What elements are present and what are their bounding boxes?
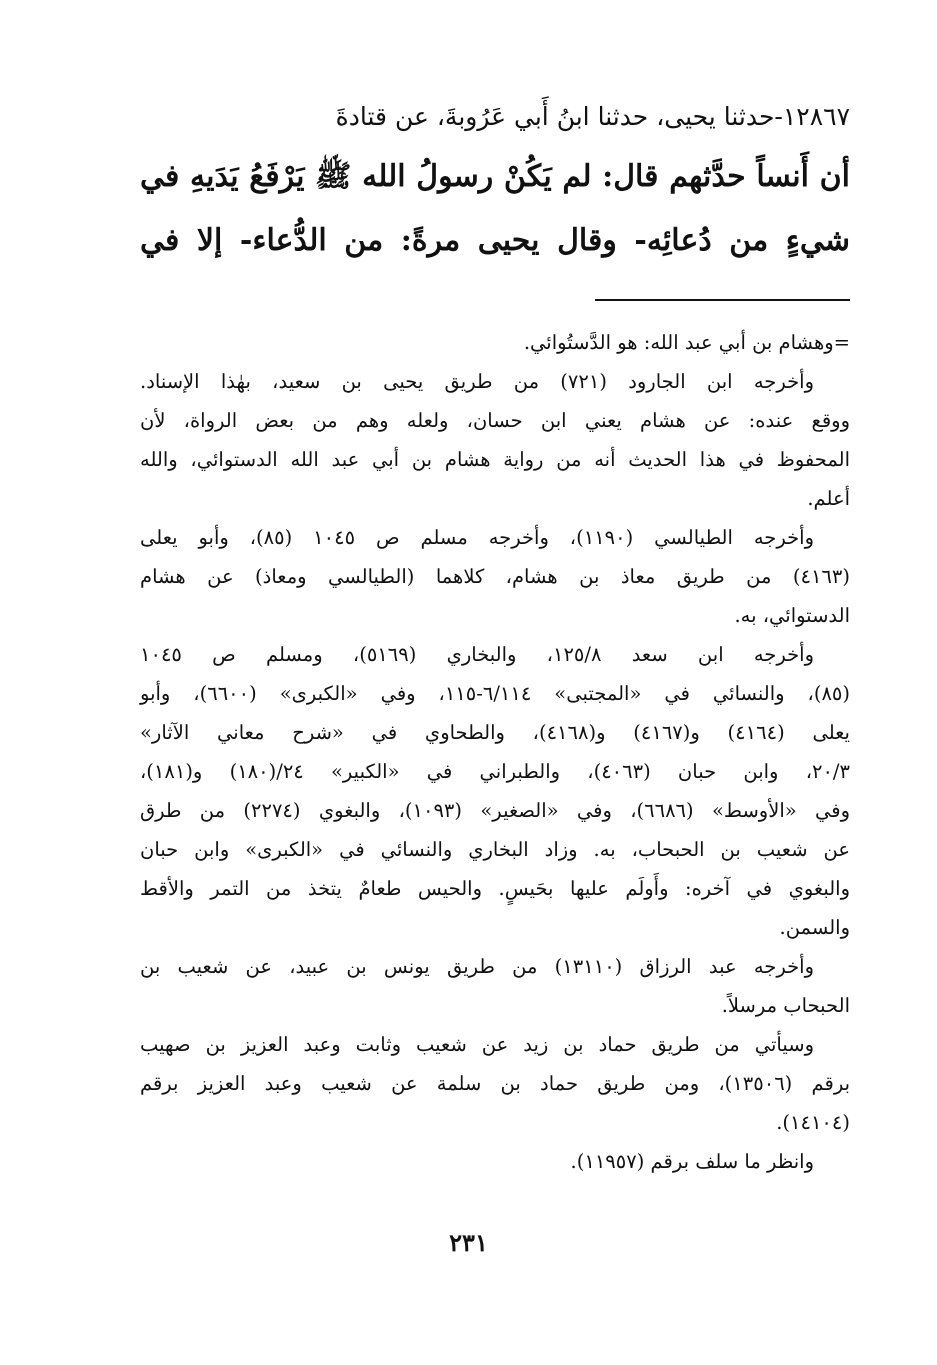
footnote-line: (٨٥)، والنسائي في «المجتبى» ٦/١١٤-١١٥، وفي «الكبرى» (٦٦٠٠)، وأبو [140, 682, 851, 705]
footnotes [140, 323, 850, 1181]
footnote-line: وأخرجه الطيالسي (١١٩٠)، وأخرجه مسلم ص ١٠٤٥ (٨٥)، وأبو يعلى [140, 526, 815, 549]
footnote-line: والسمن. [779, 916, 850, 939]
footnote-paragraph [140, 1142, 850, 1181]
footnote-paragraph [140, 947, 850, 1025]
footnote-line: وفي «الأوسط» (٦٦٨٦)، وفي «الصغير» (١٠٩٣)، والبغوي (٢٢٧٤) من طرق [140, 799, 850, 822]
footnote-paragraph [140, 518, 850, 635]
footnote-paragraph [140, 635, 850, 947]
footnote-line: وسيأتي من طريق حماد بن زيد عن شعيب وثابت وعبد العزيز بن صهيب [140, 1033, 814, 1056]
footnote-line: المحفوظ في هذا الحديث أنه من رواية هشام بن أبي عبد الله الدستوائي، والله [140, 448, 850, 471]
footnote-line: (١٤١٠٤). [776, 1111, 850, 1134]
footnote-line: عن شعيب بن الحبحاب، به. وزاد البخاري والنسائي في «الكبرى» وابن حبان [140, 838, 850, 861]
page-body [140, 95, 850, 1181]
hadith-line: أن أَنساً حدَّثهم قال: لم يَكُنْ رسولُ الله ﷺ يَرْفَعُ يَدَيهِ في [140, 159, 850, 194]
footnote-line: أعلم. [807, 487, 850, 510]
footnote-paragraph [140, 323, 850, 362]
footnote-line: الحبحاب مرسلاً. [721, 994, 850, 1017]
footnote-divider [595, 299, 850, 301]
footnote-line: =وهشام بن أبي عبد الله: هو الدَّستُوائي. [523, 331, 850, 354]
footnote-paragraph [140, 1025, 850, 1142]
footnote-line: وأخرجه ابن الجارود (٧٢١) من طريق يحيى بن سعيد، بهٰذا الإسناد. [140, 370, 814, 393]
footnote-line: برقم (١٣٥٠٦)، ومن طريق حماد بن سلمة عن شعيب وعبد العزيز برقم [140, 1072, 850, 1095]
hadith-text [140, 145, 850, 273]
footnote-line: والبغوي في آخره: وأَولَم عليها بحَيسٍ. والحيس طعامٌ يتخذ من التمر والأقط [140, 877, 850, 900]
footnote-line: الدستوائي، به. [734, 604, 850, 627]
hadith-line: شيءٍ من دُعائِه- وقال يحيى مرةً: من الدُّعاء- إلا في [140, 223, 850, 258]
footnote-line: (٤١٦٣) من طريق معاذ بن هشام، كلاهما (الطيالسي ومعاذ) عن هشام [140, 565, 850, 588]
footnote-line: وأخرجه عبد الرزاق (١٣١١٠) من طريق يونس بن عبيد، عن شعيب بن [140, 955, 814, 978]
footnote-line: وأخرجه ابن سعد ١٢٥/٨، والبخاري (٥١٦٩)، ومسلم ص ١٠٤٥ [140, 643, 815, 666]
hadith-header: ١٢٨٦٧-حدثنا يحيى، حدثنا ابنُ أَبي عَرُوبةَ، عن قتادةَ [335, 102, 850, 131]
footnote-line: ووقع عنده: عن هشام يعني ابن حسان، ولعله وهم من بعض الرواة، لأن [140, 409, 850, 432]
footnote-paragraph [140, 362, 850, 518]
footnote-line: وانظر ما سلف برقم (١١٩٥٧). [570, 1150, 814, 1173]
page-number: ٢٣١ [449, 1228, 488, 1257]
footnote-line: ٢٠/٣، وابن حبان (٤٠٦٣)، والطبراني في «الكبير» ٢٤/(١٨٠) و(١٨١)، [140, 760, 850, 783]
footnote-line: يعلى (٤١٦٤) و(٤١٦٧) و(٤١٦٨)، والطحاوي في «شرح معاني الآثار» [140, 721, 850, 744]
